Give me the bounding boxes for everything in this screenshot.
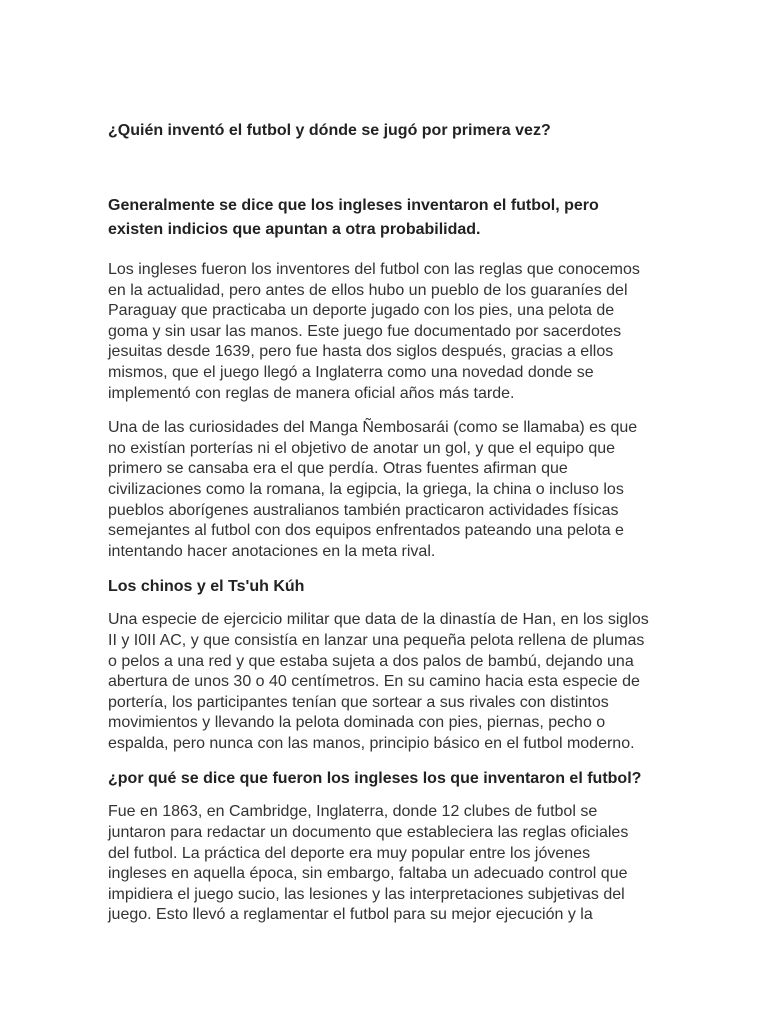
subtitle-line: existen indicios que apuntan a otra probabilidad. xyxy=(108,221,481,238)
paragraph-tsuh-kuh xyxy=(108,610,668,754)
paragraph-line: Los ingleses fueron los inventores del futbol con las reglas que conocemos xyxy=(108,261,640,278)
paragraph-line: del futbol. La práctica del deporte era muy popular entre los jóvenes xyxy=(108,844,591,862)
paragraph-line: en la actualidad, pero antes de ellos hubo un pueblo de los guaraníes del xyxy=(108,281,628,299)
paragraph-manga-curiosities xyxy=(108,418,668,562)
document-content xyxy=(108,118,668,940)
paragraph-line: mismos, que el juego llegó a Inglaterra como una novedad donde se xyxy=(108,363,594,381)
paragraph-line: primero se cansaba era el que perdía. Otras fuentes afirman que xyxy=(108,460,568,478)
paragraph-line: juego. Esto llevó a reglamentar el futbol para su mejor ejecución y la xyxy=(108,906,593,924)
subtitle-line: Generalmente se dice que los ingleses inventaron el futbol, pero xyxy=(108,197,599,214)
paragraph-line: pueblos aborígenes australianos también practicaron actividades físicas xyxy=(108,501,619,519)
paragraph-line: espalda, pero nunca con las manos, principio básico en el futbol moderno. xyxy=(108,734,635,752)
paragraph-line: impidiera el juego sucio, las lesiones y las interpretaciones subjetivas del xyxy=(108,885,625,903)
paragraph-line: Paraguay que practicaba un deporte jugado con los pies, una pelota de xyxy=(108,302,615,320)
paragraph-guarani-origin xyxy=(108,260,668,404)
paragraph-line: Una especie de ejercicio militar que data de la dinastía de Han, en los siglos xyxy=(108,611,649,629)
paragraph-line: o pelos a una red y que estaba sujeta a dos palos de bambú, dejando una xyxy=(108,652,634,670)
paragraph-line: movimientos y llevando la pelota dominada con pies, piernas, pecho o xyxy=(108,714,606,732)
paragraph-line: portería, los participantes tenían que sortear a sus rivales con distintos xyxy=(108,693,609,711)
document-title: ¿Quién inventó el futbol y dónde se jugó por primera vez? xyxy=(108,122,551,139)
paragraph-line: implementó con reglas de manera oficial años más tarde. xyxy=(108,384,515,402)
paragraph-line: intentando hacer anotaciones en la meta rival. xyxy=(108,542,436,560)
paragraph-line: juntaron para redactar un documento que estableciera las reglas oficiales xyxy=(108,824,629,842)
paragraph-line: Fue en 1863, en Cambridge, Inglaterra, donde 12 clubes de futbol se xyxy=(108,803,598,821)
section-heading-chinos: Los chinos y el Ts'uh Kúh xyxy=(108,578,305,596)
paragraph-line: ingleses en aquella época, sin embargo, faltaba un adecuado control que xyxy=(108,865,628,883)
section-heading-ingleses: ¿por qué se dice que fueron los ingleses los que inventaron el futbol? xyxy=(108,770,642,788)
paragraph-cambridge-1863 xyxy=(108,802,668,926)
paragraph-line: II y I0II AC, y que consistía en lanzar una pequeña pelota rellena de plumas xyxy=(108,631,645,649)
document-subtitle xyxy=(108,194,668,242)
paragraph-line: abertura de unos 30 o 40 centímetros. En su camino hacia esta especie de xyxy=(108,673,640,691)
paragraph-line: civilizaciones como la romana, la egipcia, la griega, la china o incluso los xyxy=(108,480,624,498)
paragraph-line: no existían porterías ni el objetivo de anotar un gol, y que el equipo que xyxy=(108,439,616,457)
paragraph-line: jesuitas desde 1639, pero fue hasta dos siglos después, gracias a ellos xyxy=(108,343,614,361)
paragraph-line: Una de las curiosidades del Manga Ñembosarái (como se llamaba) es que xyxy=(108,419,638,437)
paragraph-line: goma y sin usar las manos. Este juego fue documentado por sacerdotes xyxy=(108,322,622,340)
paragraph-line: semejantes al futbol con dos equipos enfrentados pateando una pelota e xyxy=(108,522,624,540)
